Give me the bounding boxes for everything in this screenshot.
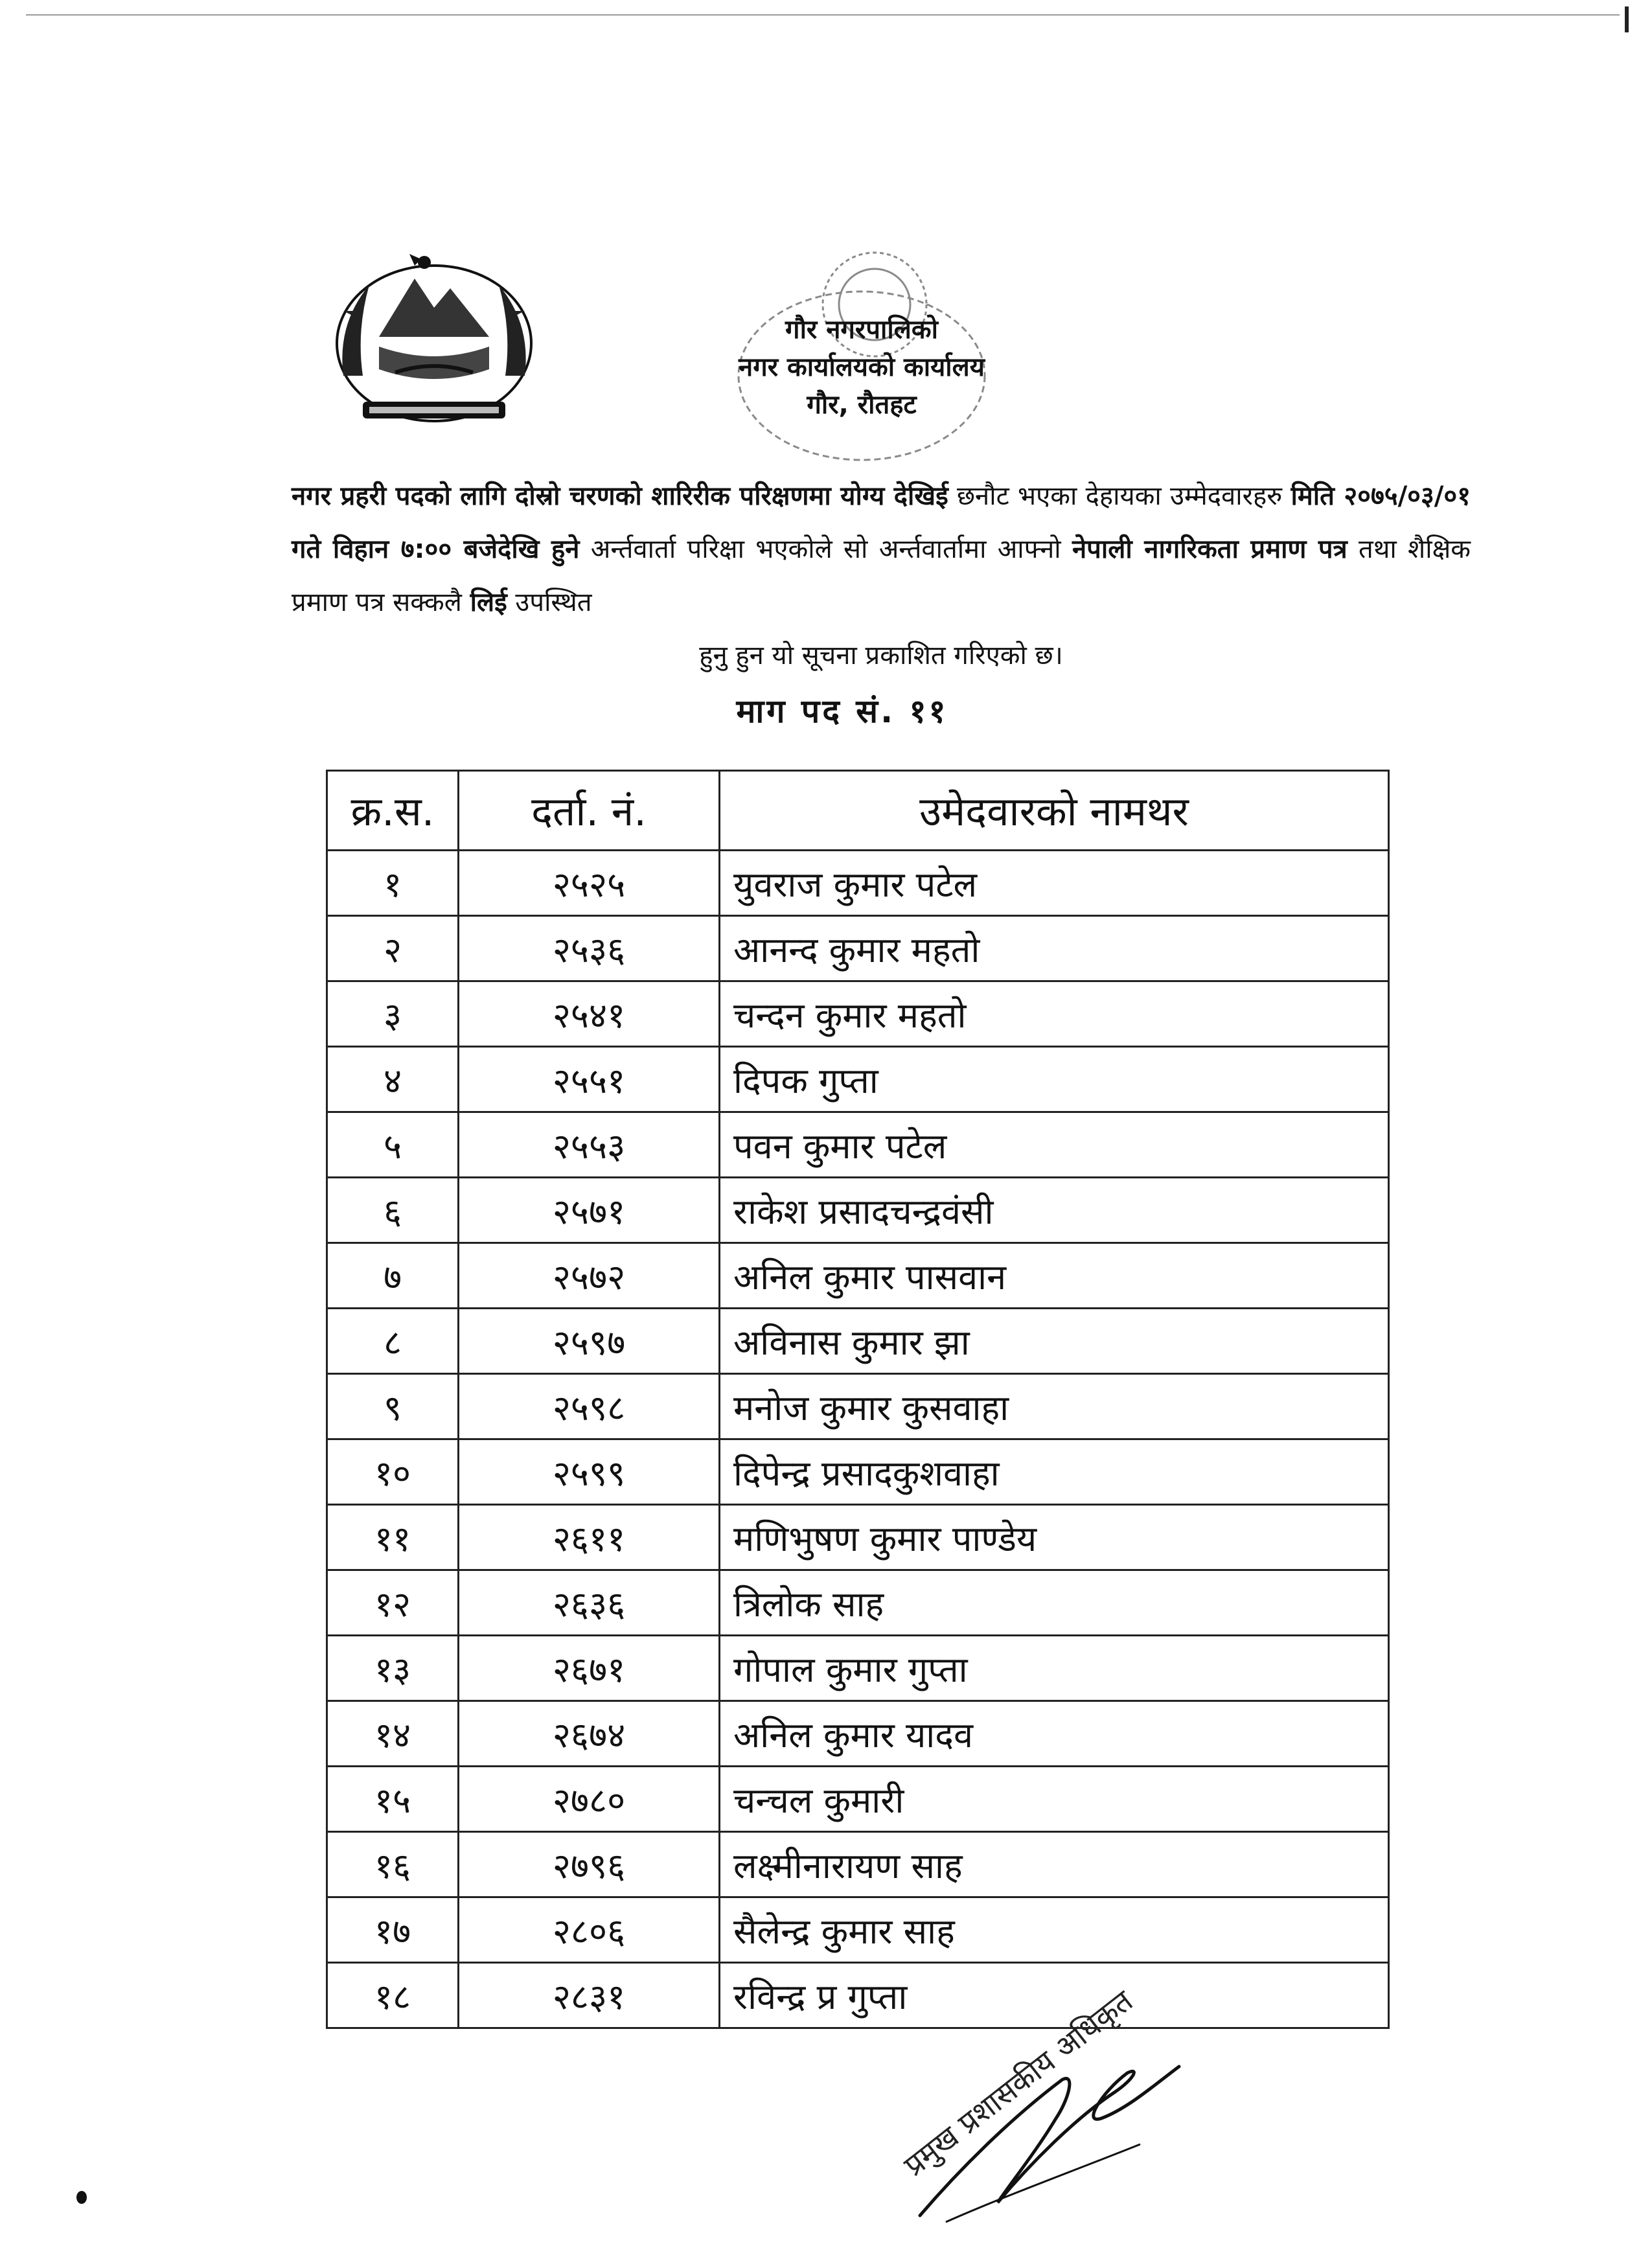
notice-text: मिति २०७५/०३/०१ गते विहान ७:०० बजेदेखि हुने bbox=[292, 481, 1471, 564]
registration-number: २५५३ bbox=[459, 1112, 720, 1178]
table-row bbox=[327, 1767, 1389, 1832]
table-row bbox=[327, 1309, 1389, 1374]
serial-number: १७ bbox=[327, 1897, 459, 1963]
table-row bbox=[327, 1505, 1389, 1570]
notice-text: छनौट भएका देहायका उम्मेदवारहरु bbox=[948, 481, 1291, 511]
serial-number: १३ bbox=[327, 1636, 459, 1701]
serial-number: १ bbox=[327, 851, 459, 916]
table-body bbox=[327, 851, 1389, 2028]
candidate-name: चन्चल कुमारी bbox=[720, 1767, 1389, 1832]
candidate-name: त्रिलोक साह bbox=[720, 1570, 1389, 1636]
header-serial: क्र.स. bbox=[327, 771, 459, 851]
government-emblem bbox=[317, 240, 551, 434]
candidate-name: मनोज कुमार कुसवाहा bbox=[720, 1374, 1389, 1439]
registration-number: २५७२ bbox=[459, 1243, 720, 1309]
registration-number: २५४१ bbox=[459, 981, 720, 1047]
table-row bbox=[327, 1047, 1389, 1112]
registration-number: २५७१ bbox=[459, 1178, 720, 1243]
serial-number: १० bbox=[327, 1439, 459, 1505]
serial-number: १८ bbox=[327, 1963, 459, 2028]
candidate-name: युवराज कुमार पटेल bbox=[720, 851, 1389, 916]
registration-number: २७८० bbox=[459, 1767, 720, 1832]
table-row bbox=[327, 851, 1389, 916]
registration-number: २५९७ bbox=[459, 1309, 720, 1374]
scan-speck bbox=[76, 2191, 87, 2204]
header-candidate-name: उमेदवारको नामथर bbox=[720, 771, 1389, 851]
serial-number: ३ bbox=[327, 981, 459, 1047]
table-row bbox=[327, 916, 1389, 981]
table-row bbox=[327, 1570, 1389, 1636]
notice-text: नेपाली नागरिकता प्रमाण पत्र bbox=[1072, 534, 1348, 564]
candidate-name: दिपेन्द्र प्रसादकुशवाहा bbox=[720, 1439, 1389, 1505]
signatory-designation: प्रमुख प्रशासकीय अधिकृत bbox=[897, 1983, 1140, 2183]
table-header-row bbox=[327, 771, 1389, 851]
registration-number: २६७१ bbox=[459, 1636, 720, 1701]
registration-number: २५९९ bbox=[459, 1439, 720, 1505]
registration-number: २५९८ bbox=[459, 1374, 720, 1439]
serial-number: १५ bbox=[327, 1767, 459, 1832]
registration-number: २७९६ bbox=[459, 1832, 720, 1897]
header-registration: दर्ता. नं. bbox=[459, 771, 720, 851]
serial-number: ११ bbox=[327, 1505, 459, 1570]
serial-number: ६ bbox=[327, 1178, 459, 1243]
notice-text: अर्न्तवार्ता परिक्षा भएकोले सो अर्न्तवार्तामा आफ्नो bbox=[579, 534, 1072, 564]
registration-number: २८३१ bbox=[459, 1963, 720, 2028]
candidate-name: अनिल कुमार यादव bbox=[720, 1701, 1389, 1767]
table-row bbox=[327, 1243, 1389, 1309]
table-row bbox=[327, 1374, 1389, 1439]
candidate-name: अनिल कुमार पासवान bbox=[720, 1243, 1389, 1309]
serial-number: ७ bbox=[327, 1243, 459, 1309]
notice-text: तथा शैक्षिक प्रमाण पत्र सक्कलै bbox=[292, 534, 1471, 617]
candidate-name: दिपक गुप्ता bbox=[720, 1047, 1389, 1112]
candidate-name: चन्दन कुमार महतो bbox=[720, 981, 1389, 1047]
office-address: गौर, रौतहट bbox=[807, 390, 917, 420]
notice-text: लिई bbox=[470, 588, 507, 617]
office-header bbox=[667, 311, 1056, 424]
candidate-name: मणिभुषण कुमार पाण्डेय bbox=[720, 1505, 1389, 1570]
notice-paragraph bbox=[292, 470, 1471, 682]
candidate-name: राकेश प्रसादचन्द्रवंसी bbox=[720, 1178, 1389, 1243]
registration-number: २५२५ bbox=[459, 851, 720, 916]
table-row bbox=[327, 1832, 1389, 1897]
notice-text: नगर प्रहरी पदको लागि दोस्रो चरणको शारिरीक परिक्षणमा योग्य देखिई bbox=[292, 481, 948, 511]
table-row bbox=[327, 1439, 1389, 1505]
candidate-name: सैलेन्द्र कुमार साह bbox=[720, 1897, 1389, 1963]
candidate-name: गोपाल कुमार गुप्ता bbox=[720, 1636, 1389, 1701]
edge-mark bbox=[1625, 6, 1629, 32]
serial-number: १२ bbox=[327, 1570, 459, 1636]
post-count: माग पद सं. ११ bbox=[736, 693, 948, 730]
candidate-name: अविनास कुमार झा bbox=[720, 1309, 1389, 1374]
table-row bbox=[327, 1636, 1389, 1701]
serial-number: ९ bbox=[327, 1374, 459, 1439]
table-row bbox=[327, 1963, 1389, 2028]
candidate-table bbox=[326, 770, 1390, 2029]
table-row bbox=[327, 1178, 1389, 1243]
table-row bbox=[327, 981, 1389, 1047]
registration-number: २६७४ bbox=[459, 1701, 720, 1767]
office-name: नगर कार्यालयको कार्यालय bbox=[739, 352, 985, 382]
serial-number: ४ bbox=[327, 1047, 459, 1112]
registration-number: २८०६ bbox=[459, 1897, 720, 1963]
serial-number: १६ bbox=[327, 1832, 459, 1897]
registration-number: २५५१ bbox=[459, 1047, 720, 1112]
serial-number: ५ bbox=[327, 1112, 459, 1178]
candidate-name: पवन कुमार पटेल bbox=[720, 1112, 1389, 1178]
table-row bbox=[327, 1112, 1389, 1178]
serial-number: ८ bbox=[327, 1309, 459, 1374]
serial-number: १४ bbox=[327, 1701, 459, 1767]
registration-number: २६३६ bbox=[459, 1570, 720, 1636]
municipality-name: गौर नगरपालिको bbox=[785, 315, 938, 345]
candidate-name: लक्ष्मीनारायण साह bbox=[720, 1832, 1389, 1897]
notice-closing: हुनु हुन यो सूचना प्रकाशित गरिएको छ। bbox=[699, 641, 1063, 670]
table-row bbox=[327, 1897, 1389, 1963]
candidate-name: आनन्द कुमार महतो bbox=[720, 916, 1389, 981]
top-rule bbox=[26, 14, 1620, 16]
candidate-name: रविन्द्र प्र गुप्ता bbox=[720, 1963, 1389, 2028]
table-row bbox=[327, 1701, 1389, 1767]
registration-number: २६११ bbox=[459, 1505, 720, 1570]
notice-text: उपस्थित bbox=[507, 588, 592, 617]
serial-number: २ bbox=[327, 916, 459, 981]
registration-number: २५३६ bbox=[459, 916, 720, 981]
